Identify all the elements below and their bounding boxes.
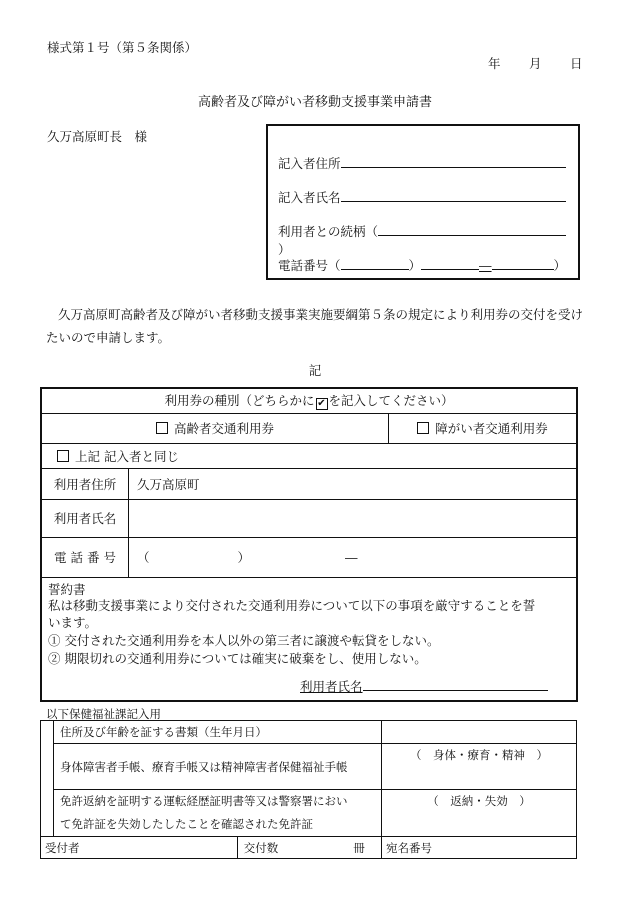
user-phone-open: （ <box>137 550 150 565</box>
office-use-table <box>40 720 577 859</box>
ticket-table <box>40 387 578 702</box>
disabled-checkbox[interactable] <box>417 422 429 434</box>
writer-name-field[interactable] <box>341 188 566 202</box>
receiver-label: 受付者 <box>45 840 80 855</box>
option-disabled-label: 障がい者交通利用券 <box>435 421 548 436</box>
user-address-label: 利用者住所 <box>41 468 129 499</box>
handbook-options[interactable]: （ 身体・療育・精神 ） <box>382 744 577 790</box>
pledge-cell <box>41 577 577 701</box>
pledge-item-1: ① 交付された交通利用券を本人以外の第三者に譲渡や転貸をしない。 <box>48 632 440 648</box>
form-number: 様式第１号（第５条関係） <box>47 40 198 55</box>
relation-row <box>278 222 578 258</box>
writer-address-row <box>278 154 566 172</box>
writer-name-row <box>278 188 566 206</box>
user-name-field[interactable] <box>129 499 578 537</box>
writer-phone-area-field[interactable] <box>341 256 409 270</box>
writer-phone-number-field[interactable] <box>492 256 554 270</box>
pledge-line-2: います。 <box>48 614 98 630</box>
writer-phone-label: 電話番号（ <box>278 258 341 273</box>
option-disabled-cell[interactable] <box>388 413 577 443</box>
date-day: 日 <box>570 56 583 71</box>
writer-phone-mid: ） <box>408 258 422 273</box>
writer-phone-exchange-field[interactable] <box>421 256 479 270</box>
ticket-type-header-after: を記入してください） <box>328 393 454 409</box>
user-phone-label: 電 話 番 号 <box>41 537 129 577</box>
doc-age-label: 住所及び年齢を証する書類（生年月日） <box>54 721 382 744</box>
address-number-label: 宛名番号 <box>386 840 432 855</box>
page-title: 高齢者及び障がい者移動支援事業申請書 <box>197 95 432 110</box>
check-sample-icon: ✔ <box>317 398 326 410</box>
office-spacer <box>41 744 54 790</box>
user-name-label: 利用者氏名 <box>41 499 129 537</box>
writer-phone-row <box>278 256 566 274</box>
same-as-writer-cell[interactable] <box>41 443 577 468</box>
writer-address-field[interactable] <box>341 154 566 168</box>
addressee: 久万高原町長 様 <box>47 129 148 144</box>
receiver-cell[interactable] <box>41 837 238 859</box>
writer-phone-close: ） <box>553 258 567 273</box>
license-options[interactable]: （ 返納・失効 ） <box>382 790 577 837</box>
relation-field[interactable] <box>378 222 566 236</box>
option-elderly-cell[interactable] <box>41 413 388 443</box>
option-elderly-label: 高齢者交通利用券 <box>173 421 274 436</box>
applicant-box <box>266 124 580 280</box>
license-label-line-2: て免許証を失効したしたことを確認された免許証 <box>60 817 313 831</box>
office-use-caption: 以下保健福祉課記入用 <box>46 707 161 721</box>
date-month: 月 <box>529 56 542 71</box>
license-label-line-1: 免許返納を証明する運転経歴証明書等又は警察署におい <box>60 794 348 808</box>
same-as-writer-label: 上記 記入者と同じ <box>75 448 179 464</box>
doc-age-field[interactable] <box>382 721 577 744</box>
pledge-signature-row <box>300 677 548 695</box>
office-spacer <box>41 790 54 837</box>
pledge-signature-field[interactable] <box>363 678 548 691</box>
ticket-type-header <box>41 388 577 413</box>
user-phone-field[interactable] <box>129 537 578 577</box>
pledge-heading: 誓約書 <box>48 581 86 597</box>
user-address-value[interactable]: 久万高原町 <box>129 468 578 499</box>
writer-phone-dash: ― <box>479 258 492 273</box>
relation-label: 利用者との続柄（ <box>278 224 379 239</box>
date-year: 年 <box>488 56 501 71</box>
issued-count-cell[interactable] <box>237 837 381 859</box>
writer-address-label: 記入者住所 <box>278 156 341 171</box>
user-phone-dash: ― <box>345 550 358 565</box>
office-spacer <box>41 721 54 744</box>
pledge-line-1: 私は移動支援事業により交付された交通利用券について以下の事項を厳守することを誓 <box>48 597 536 613</box>
issued-unit: 冊 <box>353 840 365 855</box>
relation-close: ） <box>278 242 291 257</box>
issued-count-label: 交付数 <box>243 840 279 855</box>
elderly-checkbox[interactable] <box>156 422 168 434</box>
same-as-writer-checkbox[interactable] <box>57 450 69 462</box>
ticket-type-header-before: 利用券の種別（どちらかに <box>164 393 315 409</box>
ki-mark: 記 <box>308 363 322 378</box>
application-paragraph: 久万高原町高齢者及び障がい者移動支援事業実施要綱第５条の規定により利用券の交付を受けたいので申請します。 <box>46 307 584 345</box>
pledge-signature-label: 利用者氏名 <box>300 678 363 694</box>
handbook-label: 身体障害者手帳、療育手帳又は精神障害者保健福祉手帳 <box>54 744 382 790</box>
writer-name-label: 記入者氏名 <box>278 190 341 205</box>
address-number-cell[interactable] <box>382 837 577 859</box>
pledge-item-2: ② 期限切れの交通利用券については確実に破棄をし、使用しない。 <box>48 650 427 666</box>
user-phone-close: ） <box>237 550 251 565</box>
license-label <box>54 790 382 837</box>
